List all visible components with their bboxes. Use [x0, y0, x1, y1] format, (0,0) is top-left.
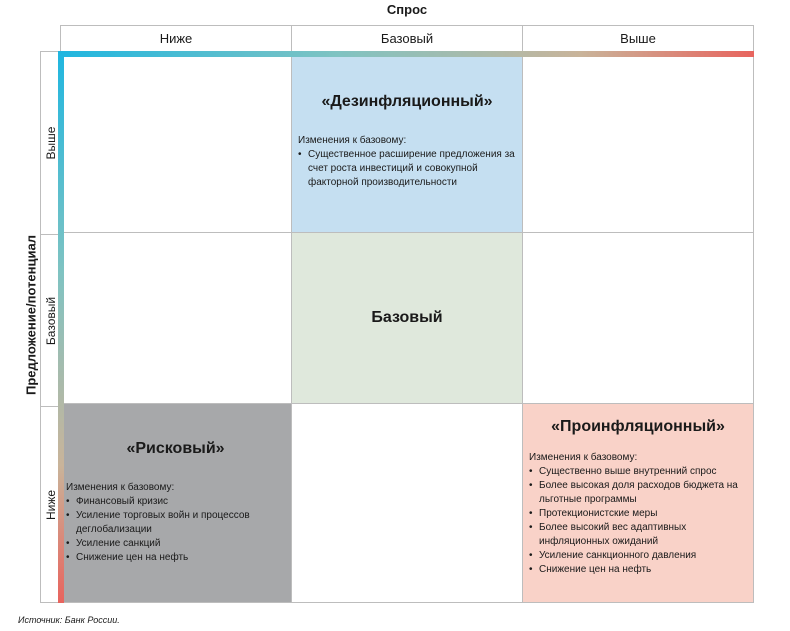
- list-item: • Более высокая доля расходов бюджета на льготные программы: [529, 479, 747, 507]
- row-header-lower-label: Ниже: [43, 489, 58, 520]
- list-item: • Финансовый кризис: [66, 495, 285, 509]
- row-header-base-label: Базовый: [43, 296, 58, 345]
- demand-column-headers: [60, 25, 754, 51]
- source-note: Источник: Банк России.: [18, 615, 120, 625]
- scenario-proinflationary-changes-label: Изменения к базовому:: [529, 452, 638, 463]
- scenario-base-title: Базовый: [371, 309, 443, 326]
- scenario-proinflationary-changes: [529, 465, 747, 577]
- scenario-risk-changes-label: Изменения к базовому:: [66, 482, 175, 493]
- scenario-grid: [60, 57, 754, 603]
- column-header-lower: Ниже: [61, 26, 292, 51]
- cell-supply-base-demand-higher: [523, 233, 754, 404]
- cell-supply-base-demand-lower: [60, 233, 292, 404]
- list-item: • Усиление санкций: [66, 537, 285, 551]
- column-header-higher: Выше: [620, 31, 656, 46]
- cell-supply-lower-demand-base: [292, 404, 523, 603]
- scenario-risk: [60, 404, 292, 603]
- supply-row-headers: [40, 51, 60, 603]
- list-item: • Усиление санкционного давления: [529, 549, 747, 563]
- list-item: • Снижение цен на нефть: [66, 551, 285, 565]
- supply-axis-title: Предложение/потенциал: [23, 235, 39, 395]
- demand-axis-title: Спрос: [386, 2, 428, 17]
- scenario-base: [292, 233, 523, 404]
- row-header-higher-label: Выше: [43, 126, 58, 160]
- scenario-proinflationary: [523, 404, 754, 603]
- scenario-disinflationary: [292, 57, 523, 233]
- list-item: • Снижение цен на нефть: [529, 563, 747, 577]
- list-item: • Существенное расширение предложения за счет роста инвестиций и совокупной факторной производительности: [298, 148, 516, 190]
- list-item: • Усиление торговых войн и процессов деглобализации: [66, 509, 285, 537]
- supply-gradient-bar: [58, 51, 64, 603]
- cell-supply-higher-demand-higher: [523, 57, 754, 233]
- list-item: • Существенно выше внутренний спрос: [529, 465, 747, 479]
- demand-gradient-bar: [58, 51, 754, 57]
- column-header-base: Базовый: [292, 26, 523, 51]
- list-item: • Более высокий вес адаптивных инфляционных ожиданий: [529, 521, 747, 549]
- scenario-risk-changes: [66, 495, 285, 565]
- scenario-disinflationary-title: «Дезинфляционный»: [321, 93, 493, 110]
- list-item: • Протекционистские меры: [529, 507, 747, 521]
- cell-supply-higher-demand-lower: [60, 57, 292, 233]
- scenario-proinflationary-title: «Проинфляционный»: [551, 418, 725, 435]
- scenario-disinflationary-changes-label: Изменения к базовому:: [298, 135, 407, 146]
- scenario-disinflationary-changes: [298, 148, 516, 190]
- scenario-risk-title: «Рисковый»: [126, 440, 225, 457]
